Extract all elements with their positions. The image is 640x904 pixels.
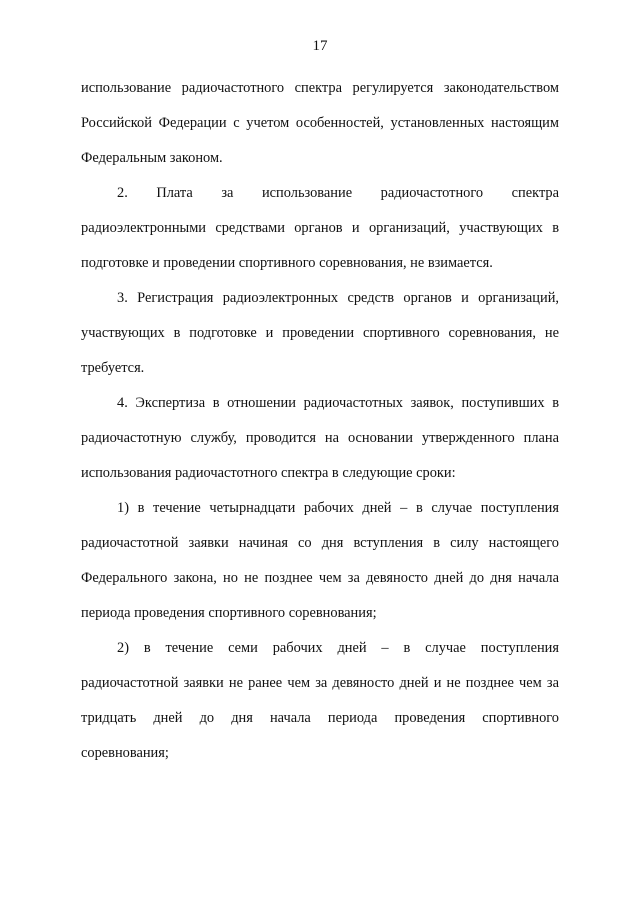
text-line: периода проведения спортивного соревнования; <box>81 605 377 621</box>
text-line: требуется. <box>81 360 145 376</box>
text-line: 3. Регистрация радиоэлектронных средств органов и организаций, <box>117 290 559 306</box>
text-line: радиочастотной заявки начиная со дня вступления в силу настоящего <box>81 535 559 551</box>
text-line: использование радиочастотного спектра регулируется законодательством <box>81 80 559 96</box>
text-line: радиочастотную службу, проводится на основании утвержденного плана <box>81 430 559 446</box>
text-line: Федеральным законом. <box>81 150 223 166</box>
text-line: радиочастотной заявки не ранее чем за девяносто дней и не позднее чем за <box>81 675 559 691</box>
text-line: подготовке и проведении спортивного соревнования, не взимается. <box>81 255 493 271</box>
text-line: Федерального закона, но не позднее чем за девяносто дней до дня начала <box>81 570 559 586</box>
text-line: использования радиочастотного спектра в следующие сроки: <box>81 465 456 481</box>
text-line: 2. Плата за использование радиочастотного спектра <box>117 185 559 201</box>
text-line: 1) в течение четырнадцати рабочих дней – в случае поступления <box>117 500 559 516</box>
text-line: 4. Экспертиза в отношении радиочастотных заявок, поступивших в <box>117 395 559 411</box>
text-line: Российской Федерации с учетом особенностей, установленных настоящим <box>81 115 559 131</box>
text-line: радиоэлектронными средствами органов и организаций, участвующих в <box>81 220 559 236</box>
text-line: участвующих в подготовке и проведении спортивного соревнования, не <box>81 325 559 341</box>
text-line: соревнования; <box>81 745 169 761</box>
page-number: 17 <box>312 38 328 54</box>
text-line: тридцать дней до дня начала периода проведения спортивного <box>81 710 559 726</box>
text-line: 2) в течение семи рабочих дней – в случае поступления <box>117 640 559 656</box>
